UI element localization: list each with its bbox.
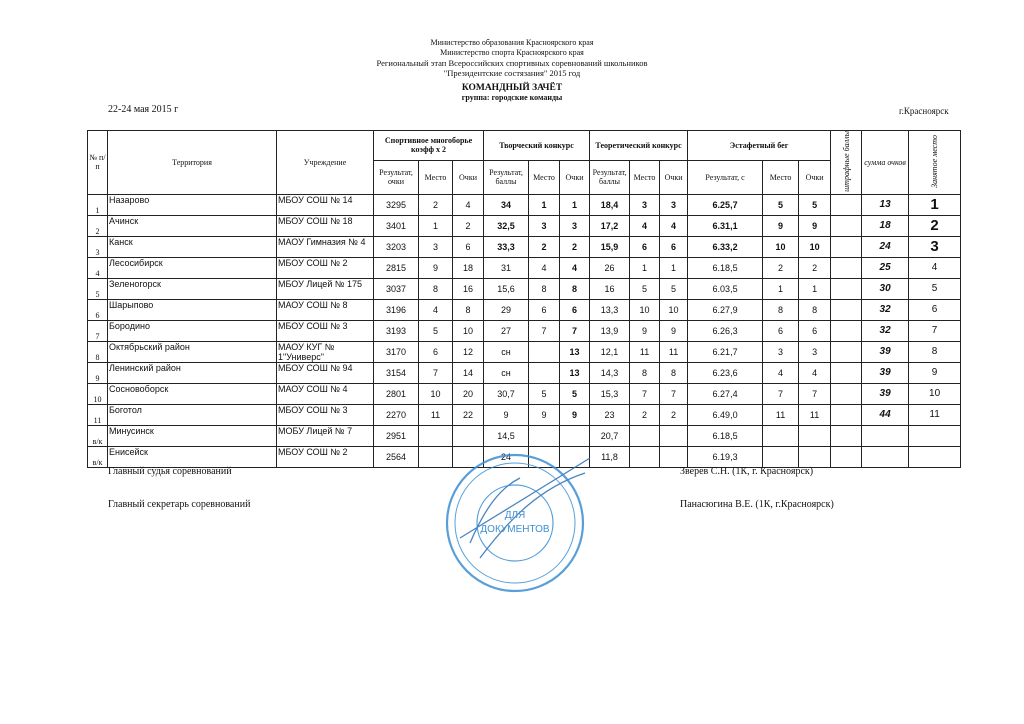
cell-s_res: 3196 [374,299,419,320]
cell-c_pl [529,362,560,383]
cell-t_pts [660,446,688,467]
cell-r_pl: 5 [763,194,799,215]
cell-t_pts: 9 [660,320,688,341]
cell-c_pl: 7 [529,320,560,341]
cell-terr: Бородино [108,320,277,341]
cell-c_res: 15,6 [484,278,529,299]
cell-sum: 39 [862,362,909,383]
cell-inst: МБОУ СОШ № 14 [277,194,374,215]
cell-place [909,425,961,446]
cell-inst: МОБУ Лицей № 7 [277,425,374,446]
cell-r_pl: 6 [763,320,799,341]
cell-s_res: 3295 [374,194,419,215]
cell-terr: Зеленогорск [108,278,277,299]
cell-c_pts [560,425,590,446]
cell-r_res: 6.33,2 [688,236,763,257]
cell-t_pts: 11 [660,341,688,362]
cell-n: 10 [88,383,108,404]
col-creative-result: Результат, баллы [484,160,529,194]
col-relay-points: Очки [799,160,831,194]
cell-t_pl: 6 [630,236,660,257]
cell-s_pl: 1 [419,215,453,236]
cell-s_pts: 4 [453,194,484,215]
cell-terr: Минусинск [108,425,277,446]
table-row [88,299,961,320]
cell-n: 11 [88,404,108,425]
cell-s_res: 3170 [374,341,419,362]
cell-c_res: 30,7 [484,383,529,404]
ministry-education: Министерство образования Красноярского края [430,38,594,47]
cell-n: 6 [88,299,108,320]
cell-sum: 39 [862,383,909,404]
col-theory-place: Место [630,160,660,194]
cell-c_pl: 8 [529,278,560,299]
cell-t_pts: 10 [660,299,688,320]
cell-t_res: 16 [590,278,630,299]
cell-t_pl: 2 [630,404,660,425]
ministry-sport: Министерство спорта Красноярского края [440,48,584,57]
cell-c_pl: 3 [529,215,560,236]
cell-sum: 13 [862,194,909,215]
cell-t_pl: 5 [630,278,660,299]
cell-inst: МБОУ Лицей № 175 [277,278,374,299]
cell-n: 7 [88,320,108,341]
cell-sum [862,425,909,446]
cell-place: 3 [909,236,961,257]
cell-t_res: 13,9 [590,320,630,341]
cell-c_pl: 2 [529,236,560,257]
cell-c_pts: 5 [560,383,590,404]
event-city: г.Красноярск [899,106,949,116]
cell-s_pts: 14 [453,362,484,383]
cell-t_res: 12,1 [590,341,630,362]
col-sport-points: Очки [453,160,484,194]
cell-terr: Боготол [108,404,277,425]
cell-place: 11 [909,404,961,425]
cell-sum: 32 [862,320,909,341]
col-relay-place: Место [763,160,799,194]
cell-r_pts: 7 [799,383,831,404]
cell-c_pl: 1 [529,194,560,215]
cell-pen [831,404,862,425]
cell-pen [831,278,862,299]
cell-c_pl: 5 [529,383,560,404]
col-creative-points: Очки [560,160,590,194]
cell-s_pts: 12 [453,341,484,362]
cell-place: 7 [909,320,961,341]
cell-terr: Канск [108,236,277,257]
cell-inst: МАОУ КУГ № 1"Универс" [277,341,374,362]
cell-t_pts: 7 [660,383,688,404]
cell-c_res: сн [484,362,529,383]
cell-r_res: 6.18,5 [688,257,763,278]
cell-t_res: 17,2 [590,215,630,236]
cell-pen [831,320,862,341]
judge-name: Зверев С.Н. (1К, г. Красноярск) [680,466,814,477]
cell-c_res: сн [484,341,529,362]
cell-place: 6 [909,299,961,320]
cell-s_pts: 18 [453,257,484,278]
cell-s_res: 2951 [374,425,419,446]
cell-t_pts: 8 [660,362,688,383]
cell-r_pl: 7 [763,383,799,404]
cell-sum [862,446,909,467]
cell-r_res: 6.26,3 [688,320,763,341]
cell-s_res: 3037 [374,278,419,299]
cell-t_pts: 5 [660,278,688,299]
cell-s_pl: 6 [419,341,453,362]
cell-s_pl: 4 [419,299,453,320]
cell-t_pts: 4 [660,215,688,236]
cell-terr: Енисейск [108,446,277,467]
cell-c_res: 31 [484,257,529,278]
cell-t_pl: 10 [630,299,660,320]
cell-pen [831,215,862,236]
cell-s_pl: 7 [419,362,453,383]
secretary-name: Панасюгина В.Е. (1К, г.Красноярск) [680,499,834,510]
document-title: КОМАНДНЫЙ ЗАЧЁТ [461,83,563,93]
table-row [88,215,961,236]
cell-c_pts: 9 [560,404,590,425]
cell-terr: Лесосибирск [108,257,277,278]
cell-place: 5 [909,278,961,299]
cell-sum: 39 [862,341,909,362]
cell-c_pts: 1 [560,194,590,215]
cell-terr: Сосновоборск [108,383,277,404]
cell-s_res: 3154 [374,362,419,383]
cell-c_pts: 6 [560,299,590,320]
cell-r_res: 6.21,7 [688,341,763,362]
cell-c_pts: 8 [560,278,590,299]
cell-c_res: 9 [484,404,529,425]
cell-r_pts: 10 [799,236,831,257]
col-penalty: штрафные баллы [831,131,862,195]
cell-place [909,446,961,467]
cell-c_pl: 9 [529,404,560,425]
cell-pen [831,446,862,467]
cell-s_pts: 2 [453,215,484,236]
cell-t_pl: 9 [630,320,660,341]
col-total: сумма очков [862,131,909,195]
col-theory-result: Результат, баллы [590,160,630,194]
table-row [88,383,961,404]
cell-s_pl: 8 [419,278,453,299]
cell-n: 2 [88,215,108,236]
cell-terr: Ачинск [108,215,277,236]
cell-s_res: 2564 [374,446,419,467]
cell-s_res: 2815 [374,257,419,278]
col-theory-points: Очки [660,160,688,194]
table-row [88,404,961,425]
cell-r_pts: 11 [799,404,831,425]
cell-r_pts: 2 [799,257,831,278]
cell-place: 2 [909,215,961,236]
cell-pen [831,362,862,383]
cell-t_pl: 7 [630,383,660,404]
cell-r_pts [799,446,831,467]
cell-t_pts [660,425,688,446]
cell-r_pts: 5 [799,194,831,215]
cell-c_res: 32,5 [484,215,529,236]
cell-t_pl: 11 [630,341,660,362]
cell-s_res: 2801 [374,383,419,404]
cell-sum: 44 [862,404,909,425]
cell-t_res: 11,8 [590,446,630,467]
cell-r_pl: 2 [763,257,799,278]
cell-r_pts: 9 [799,215,831,236]
cell-terr: Ленинский район [108,362,277,383]
judge-label: Главный судья соревнований [108,466,232,477]
table-row [88,320,961,341]
cell-c_res: 27 [484,320,529,341]
secretary-label: Главный секретарь соревнований [108,499,251,510]
col-num: № п/п [88,131,108,195]
cell-r_pts: 1 [799,278,831,299]
cell-inst: МБОУ СОШ № 94 [277,362,374,383]
cell-s_pl: 9 [419,257,453,278]
document-header [0,38,1024,103]
results-table [87,130,961,468]
cell-s_pts: 6 [453,236,484,257]
cell-r_res: 6.19,3 [688,446,763,467]
cell-r_pts [799,425,831,446]
cell-terr: Шарыпово [108,299,277,320]
cell-inst: МБОУ СОШ № 3 [277,404,374,425]
cell-c_res: 14,5 [484,425,529,446]
cell-n: в/к [88,446,108,467]
cell-s_pts [453,425,484,446]
table-row [88,278,961,299]
cell-t_res: 14,3 [590,362,630,383]
table-row [88,362,961,383]
table-row [88,257,961,278]
cell-t_res: 15,3 [590,383,630,404]
cell-inst: МБОУ СОШ № 18 [277,215,374,236]
cell-c_pts: 13 [560,341,590,362]
cell-inst: МАОУ Гимназия № 4 [277,236,374,257]
cell-t_res: 23 [590,404,630,425]
cell-t_pl [630,425,660,446]
table-row [88,194,961,215]
cell-r_pl: 4 [763,362,799,383]
cell-r_pts: 8 [799,299,831,320]
cell-s_pts: 10 [453,320,484,341]
cell-s_res: 3203 [374,236,419,257]
cell-s_pts: 16 [453,278,484,299]
cell-n: в/к [88,425,108,446]
cell-r_pl: 3 [763,341,799,362]
document-subtitle: группа: городские команды [461,93,563,102]
cell-n: 1 [88,194,108,215]
col-institution: Учреждение [277,131,374,195]
cell-t_pl: 8 [630,362,660,383]
cell-r_pl [763,425,799,446]
cell-c_pts: 13 [560,362,590,383]
cell-r_res: 6.27,4 [688,383,763,404]
cell-s_pl: 5 [419,320,453,341]
cell-place: 1 [909,194,961,215]
table-row [88,236,961,257]
cell-place: 9 [909,362,961,383]
cell-inst: МБОУ СОШ № 2 [277,257,374,278]
cell-r_res: 6.03,5 [688,278,763,299]
cell-r_pts: 4 [799,362,831,383]
cell-sum: 32 [862,299,909,320]
official-stamp [440,448,590,598]
col-sport: Спортивное многоборье коэфф х 2 [374,131,484,161]
cell-r_pl: 11 [763,404,799,425]
cell-c_pl [529,425,560,446]
col-relay-result: Результат, с [688,160,763,194]
cell-pen [831,383,862,404]
cell-r_pl: 8 [763,299,799,320]
col-creative: Творческий конкурс [484,131,590,161]
cell-t_res: 26 [590,257,630,278]
cell-t_pl [630,446,660,467]
cell-t_res: 18,4 [590,194,630,215]
cell-place: 10 [909,383,961,404]
col-theory: Теоретический конкурс [590,131,688,161]
cell-r_res: 6.31,1 [688,215,763,236]
col-territory: Территория [108,131,277,195]
cell-c_pts: 2 [560,236,590,257]
cell-c_res: 33,3 [484,236,529,257]
cell-place: 8 [909,341,961,362]
cell-pen [831,425,862,446]
cell-t_res: 20,7 [590,425,630,446]
cell-inst: МБОУ СОШ № 2 [277,446,374,467]
cell-n: 8 [88,341,108,362]
cell-r_res: 6.25,7 [688,194,763,215]
cell-r_pl: 10 [763,236,799,257]
cell-pen [831,341,862,362]
cell-s_pl: 11 [419,404,453,425]
cell-t_pts: 1 [660,257,688,278]
cell-pen [831,257,862,278]
cell-t_pts: 3 [660,194,688,215]
cell-r_pts: 6 [799,320,831,341]
col-place: Занятое место [909,131,961,195]
cell-t_res: 13,3 [590,299,630,320]
cell-c_pl [529,341,560,362]
cell-inst: МБОУ СОШ № 3 [277,320,374,341]
cell-s_pl: 3 [419,236,453,257]
cell-r_pl [763,446,799,467]
cell-inst: МАОУ СОШ № 8 [277,299,374,320]
event-name: Региональный этап Всероссийских спортивных соревнований школьников [376,58,648,68]
event-subtitle: "Президентские состязания" 2015 год [443,68,581,78]
cell-c_pts: 4 [560,257,590,278]
cell-c_pts: 3 [560,215,590,236]
cell-c_res: 24 [484,446,529,467]
cell-r_res: 6.18,5 [688,425,763,446]
cell-n: 3 [88,236,108,257]
cell-terr: Назарово [108,194,277,215]
cell-t_pts: 6 [660,236,688,257]
stamp-text-2: ДОКУМЕНТОВ [480,524,550,535]
cell-pen [831,236,862,257]
cell-r_pts: 3 [799,341,831,362]
cell-n: 9 [88,362,108,383]
cell-inst: МАОУ СОШ № 4 [277,383,374,404]
col-sport-result: Результат, очки [374,160,419,194]
cell-sum: 30 [862,278,909,299]
cell-s_res: 3193 [374,320,419,341]
cell-n: 4 [88,257,108,278]
stamp-text-1: ДЛЯ [504,510,526,521]
cell-s_pts: 8 [453,299,484,320]
cell-t_pts: 2 [660,404,688,425]
table-row [88,341,961,362]
cell-c_pl: 4 [529,257,560,278]
cell-terr: Октябрьский район [108,341,277,362]
cell-c_pl: 6 [529,299,560,320]
cell-c_pts: 7 [560,320,590,341]
cell-n: 5 [88,278,108,299]
table-row [88,425,961,446]
cell-s_pl [419,425,453,446]
col-relay: Эстафетный бег [688,131,831,161]
cell-sum: 24 [862,236,909,257]
cell-s_pl: 2 [419,194,453,215]
cell-s_res: 2270 [374,404,419,425]
cell-t_res: 15,9 [590,236,630,257]
col-sport-place: Место [419,160,453,194]
cell-c_res: 34 [484,194,529,215]
cell-place: 4 [909,257,961,278]
cell-r_pl: 9 [763,215,799,236]
cell-t_pl: 1 [630,257,660,278]
cell-s_pl: 10 [419,383,453,404]
cell-t_pl: 3 [630,194,660,215]
cell-sum: 25 [862,257,909,278]
cell-s_pts: 22 [453,404,484,425]
cell-pen [831,194,862,215]
event-date: 22-24 мая 2015 г [108,104,179,115]
cell-c_res: 29 [484,299,529,320]
cell-r_res: 6.23,6 [688,362,763,383]
cell-t_pl: 4 [630,215,660,236]
cell-s_res: 3401 [374,215,419,236]
cell-r_res: 6.49,0 [688,404,763,425]
cell-s_pts: 20 [453,383,484,404]
cell-sum: 18 [862,215,909,236]
cell-pen [831,299,862,320]
cell-r_pl: 1 [763,278,799,299]
col-creative-place: Место [529,160,560,194]
cell-r_res: 6.27,9 [688,299,763,320]
